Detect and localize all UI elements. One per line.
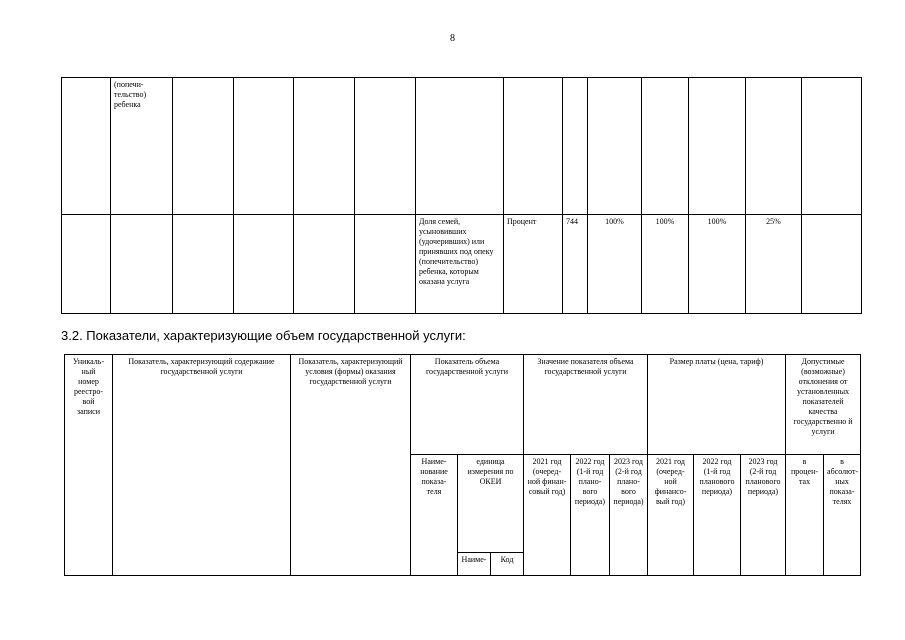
unit-cell: Процент [504, 215, 563, 314]
table-row [62, 78, 862, 215]
indicator-name-cell: Доля семей, усыновивших (удочеривших) или принявших под опеку (попечительство) ребенка, которым оказана услуга [416, 215, 504, 314]
unit-okei-header: единица измерения по ОКЕИ [458, 455, 524, 553]
table-row [62, 215, 862, 314]
allowed-deviation-header: Допустимые (возможные) отклонения от установленных показателей качества государственно й услуги [786, 355, 861, 455]
unit-name-header: Наиме- [458, 553, 491, 575]
value-2021-header: 2021 год (очеред-ной финан-совый год) [524, 455, 571, 576]
deviation-percent-cell: 25% [746, 215, 802, 314]
fee-2021-header: 2021 год (очеред-ной финансо-вый год) [648, 455, 694, 576]
fee-2023-header: 2023 год (2-й год планового периода) [741, 455, 786, 576]
deviation-absolute-header: в абсолют-ных показа-телях [824, 455, 861, 576]
value-2023-cell: 100% [689, 215, 746, 314]
volume-indicator-header: Показатель объема государственной услуги [411, 355, 524, 455]
indicator-name-header: Наиме- нование показа- теля [411, 455, 458, 576]
fee-2022-header: 2022 год (1-й год планового периода) [694, 455, 741, 576]
unique-number-header: Уникаль- ный номер реестро- вой записи [65, 355, 113, 576]
fee-header: Размер платы (цена, тариф) [648, 355, 786, 455]
volume-value-header: Значение показателя объема государственной услуги [524, 355, 648, 455]
value-2022-header: 2022 год (1-й год плано-вого периода) [571, 455, 610, 576]
value-2022-cell: 100% [642, 215, 689, 314]
value-2023-header: 2023 год (2-й год плано-вого периода) [610, 455, 648, 576]
table-header-row [65, 355, 861, 455]
okei-code-cell: 744 [563, 215, 588, 314]
condition-indicator-header: Показатель, характеризующий условия (формы) оказания государственной услуги [291, 355, 411, 576]
unit-code-header: Код [500, 555, 514, 564]
page-number: 8 [450, 33, 455, 44]
content-indicator-header: Показатель, характеризующий содержание государственной услуги [113, 355, 291, 576]
section-heading: 3.2. Показатели, характеризующие объем государственной услуги: [61, 328, 466, 343]
deviation-percent-header: в процен-тах [786, 455, 824, 576]
volume-indicators-table [64, 354, 861, 576]
quality-indicators-table [61, 77, 862, 314]
value-2021-cell: 100% [588, 215, 642, 314]
table-cell: (попечи- тельство) ребенка [111, 78, 173, 215]
